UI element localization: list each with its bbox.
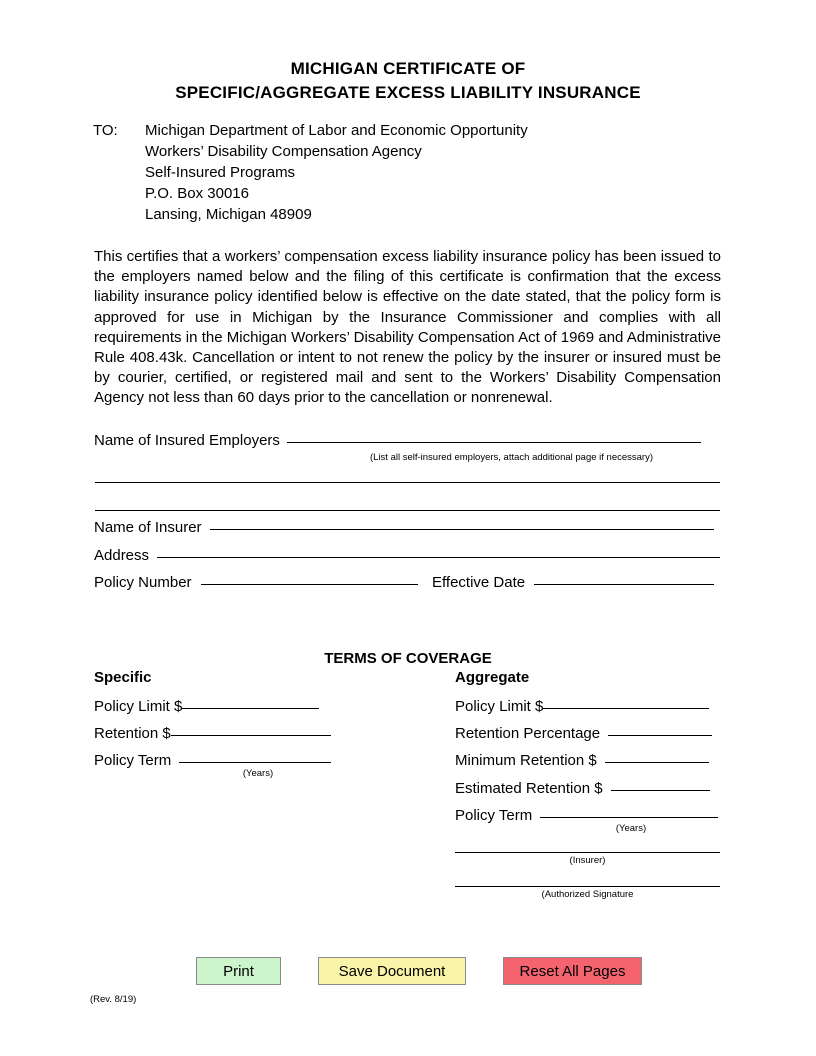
revision-footer: (Rev. 8/19) [90,994,137,1005]
aggregate-policy-limit-label: Policy Limit $ [455,698,544,715]
aggregate-policy-term-label: Policy Term [455,807,533,824]
insured-employers-line-3[interactable] [95,510,720,511]
specific-policy-term-row [94,752,331,769]
insurer-address-label: Address [94,547,150,564]
aggregate-minimum-retention-row [455,752,709,769]
title-line-2: SPECIFIC/AGGREGATE EXCESS LIABILITY INSURANCE [175,83,641,102]
aggregate-retention-percentage-label: Retention Percentage [455,725,601,742]
aggregate-minimum-retention-input[interactable] [605,762,709,763]
aggregate-minimum-retention-label: Minimum Retention $ [455,752,597,769]
save-document-button[interactable]: Save Document [318,957,466,985]
addressee-block [93,120,528,225]
terms-of-coverage-heading: TERMS OF COVERAGE [324,650,492,667]
aggregate-estimated-retention-input[interactable] [611,790,710,791]
insurer-name-label: Name of Insurer [94,519,202,536]
to-label: TO: [93,122,118,139]
specific-retention-row [94,725,331,742]
aggregate-retention-percentage-input[interactable] [608,735,712,736]
specific-policy-limit-label: Policy Limit $ [94,698,183,715]
aggregate-policy-limit-row [455,698,709,715]
insured-employers-input[interactable] [287,442,701,443]
specific-policy-term-caption: (Years) [242,768,274,779]
policy-number-row [94,574,418,591]
specific-policy-term-label: Policy Term [94,752,172,769]
page-title [0,57,816,105]
addressee-line-5: Lansing, Michigan 48909 [145,206,312,223]
aggregate-column-heading: Aggregate [455,669,530,686]
specific-policy-limit-row [94,698,319,715]
specific-retention-label: Retention $ [94,725,171,742]
policy-number-input[interactable] [201,584,418,585]
insured-employers-row [94,432,701,449]
specific-retention-input[interactable] [171,735,331,736]
addressee-lines [145,120,528,225]
insured-employers-caption: (List all self-insured employers, attach additional page if necessary) [369,452,654,463]
signature-insurer-caption: (Insurer) [569,855,606,866]
authorized-signature-caption: (Authorized Signature [541,889,634,900]
aggregate-policy-term-row [455,807,718,824]
specific-policy-limit-input[interactable] [182,708,319,709]
addressee-line-1: Michigan Department of Labor and Economic Opportunity [145,122,528,139]
print-button[interactable]: Print [196,957,281,985]
insurer-name-row [94,519,714,536]
insurer-address-input[interactable] [157,557,720,558]
policy-number-label: Policy Number [94,574,192,591]
effective-date-label: Effective Date [432,574,526,591]
authorized-signature-input[interactable] [455,886,720,887]
aggregate-policy-term-caption: (Years) [615,823,647,834]
addressee-line-3: Self-Insured Programs [145,164,296,181]
insured-employers-line-2[interactable] [95,482,720,483]
specific-column-heading: Specific [94,669,152,686]
title-line-1: MICHIGAN CERTIFICATE OF [290,59,526,78]
specific-policy-term-input[interactable] [179,762,331,763]
insurer-address-row [94,547,720,564]
insurer-name-input[interactable] [210,529,714,530]
signature-insurer-input[interactable] [455,852,720,853]
reset-all-pages-button[interactable]: Reset All Pages [503,957,642,985]
effective-date-input[interactable] [534,584,714,585]
addressee-line-4: P.O. Box 30016 [145,185,249,202]
aggregate-policy-term-input[interactable] [540,817,718,818]
aggregate-estimated-retention-row [455,780,710,797]
aggregate-estimated-retention-label: Estimated Retention $ [455,780,603,797]
aggregate-policy-limit-input[interactable] [543,708,709,709]
certification-paragraph: This certifies that a workers’ compensation excess liability insurance policy has been issued to the employers named below and the filing of this certificate is confirmation that the excess liability insurance policy identified below is effective on the date stated, that the policy form is approved for use in Michigan by the Insurance Commissioner and complies with all requirements in the Michigan Workers’ Disability Compensation Act of 1969 and Administrative Rule 408.43k. Cancellation or intent to not renew the policy by the insurer or insured must be by courier, certified, or registered mail and sent to the Workers’ Disability Compensation Agency not less than 60 days prior to the cancellation or nonrenewal. [94,248,721,407]
insured-employers-label: Name of Insured Employers [94,432,280,449]
addressee-line-2: Workers’ Disability Compensation Agency [145,143,422,160]
aggregate-retention-percentage-row [455,725,712,742]
effective-date-row [432,574,714,591]
